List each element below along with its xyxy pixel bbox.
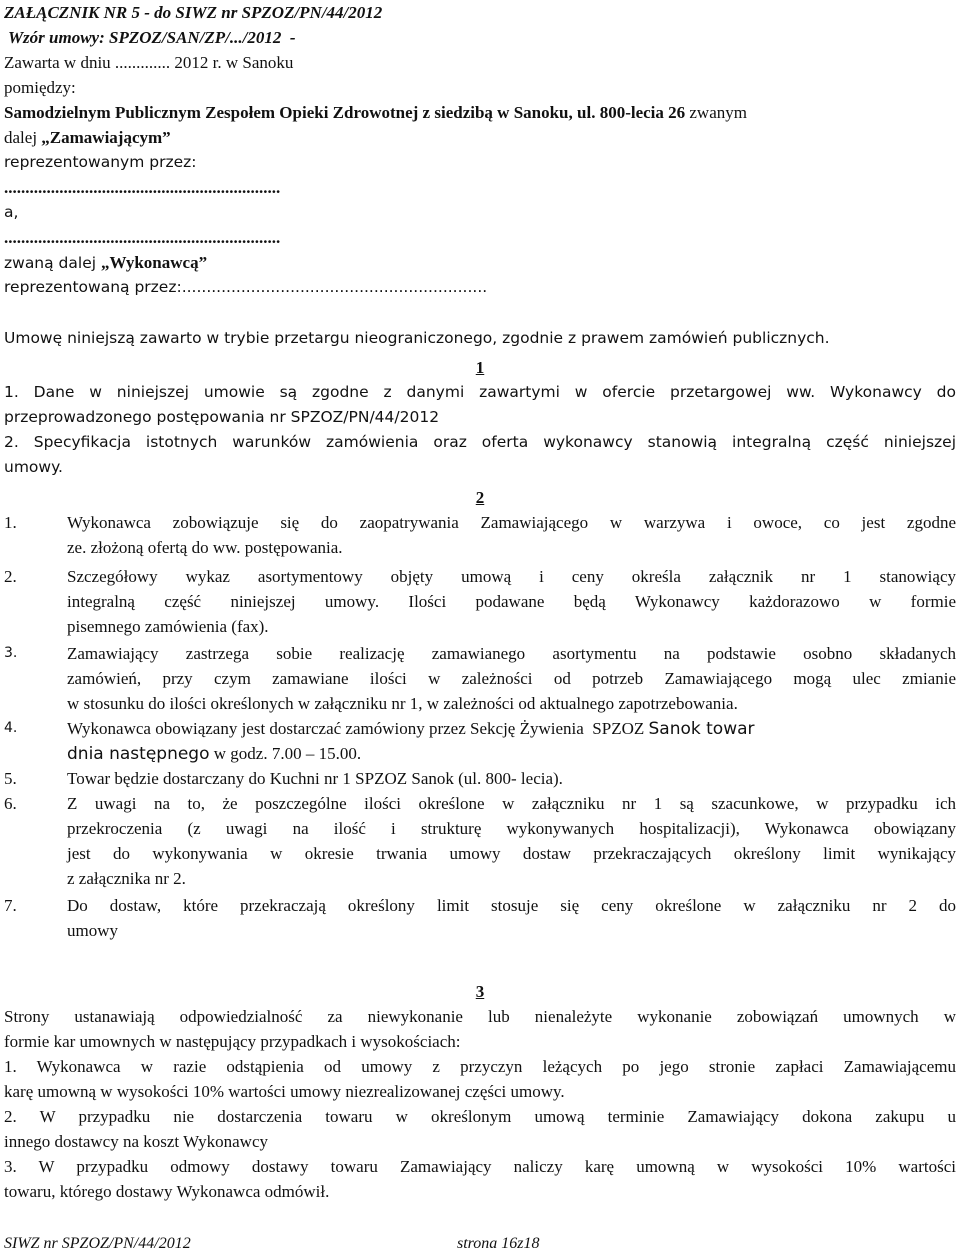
item-line: umowy <box>67 921 118 940</box>
agreement-intro: Umowę niniejszą zawarto w trybie przetargu nieograniczonego, zgodnie z prawem zamówień publicznych. <box>4 329 830 347</box>
section-3-para-3-line-2: towaru, którego dostawy Wykonawca odmówił. <box>4 1182 330 1201</box>
section-1-para-1-line-1: 1. Dane w niniejszej umowie są zgodne z danymi zawartymi w ofercie przetargowej ww. Wykonawcy do <box>4 383 956 401</box>
section-1-para-2-line-2: umowy. <box>4 458 63 476</box>
representative-blank: ................................................................. <box>4 178 281 197</box>
item-line: przekroczenia (z uwagi na ilość i strukturę wykonywanych hospitalizacji), Wykonawca obowiązany <box>67 819 956 838</box>
item-text: w godz. 7.00 – 15.00. <box>209 744 362 763</box>
contracting-party-line <box>4 100 956 125</box>
represented-by-label: reprezentowanym przez: <box>4 153 197 171</box>
item-line: ze. złożoną ofertą do ww. postępowania. <box>67 538 343 557</box>
section-3-intro-line-1: Strony ustanawiają odpowiedzialność za niewykonanie lub nienależyte wykonanie zobowiązań umownych w <box>4 1007 956 1026</box>
section-2-item-4 <box>4 716 956 766</box>
section-2-item-6 <box>4 791 956 891</box>
section-3-para-3-line-1: 3. W przypadku odmowy dostawy towaru Zamawiający naliczy karę umowną w wysokości 10% wartości <box>4 1157 956 1176</box>
footer-reference: SIWZ nr SPZOZ/PN/44/2012 <box>4 1235 191 1252</box>
item-line: Zamawiający zastrzega sobie realizację zamawianego asortymentu na podstawie osobno składanych <box>67 644 956 663</box>
item-line: w stosunku do ilości określonych w załączniku nr 1, w zależności od aktualnego zapotrzebowania. <box>67 694 738 713</box>
section-2-heading <box>4 485 956 510</box>
alias-prefix: dalej <box>4 128 42 147</box>
item-line: Z uwagi na to, że poszczególne ilości określone w załączniku nr 1 są szacunkowe, w przypadku ich <box>67 794 956 813</box>
section-2-item-1 <box>4 510 956 560</box>
section-2-item-7 <box>4 893 956 943</box>
item-number: 3. <box>4 645 18 661</box>
section-3-para-1-line-2: karę umowną w wysokości 10% wartości umowy niezrealizowanej części umowy. <box>4 1082 565 1101</box>
section-2-item-3 <box>4 641 956 716</box>
section-3-mark: 3 <box>475 982 485 1001</box>
section-3-para-1-line-1: 1. Wykonawca w razie odstąpienia od umowy z przyczyn leżących po jego stronie zapłaci Zamawiającemu <box>4 1057 956 1076</box>
page-footer <box>4 1235 564 1253</box>
item-line: z załącznika nr 2. <box>67 869 186 888</box>
item-text: Wykonawca obowiązany jest dostarczać zamówiony przez Sekcję Żywienia SPZOZ <box>67 719 649 738</box>
item-line: integralną część niniejszej umowy. Ilości podawane będą Wykonawcy każdorazowo w formie <box>67 592 956 611</box>
and-label: a, <box>4 203 19 221</box>
item-number: 7. <box>4 896 17 915</box>
contract-date-line: Zawarta w dniu ............. 2012 r. w Sanoku <box>4 53 294 72</box>
item-line: Do dostaw, które przekraczają określony limit stosuje się ceny określone w załączniku nr 2 do <box>67 896 956 915</box>
between-label: pomiędzy: <box>4 78 76 97</box>
attachment-title: ZAŁĄCZNIK NR 5 - do SIWZ nr SPZOZ/PN/44/2012 <box>4 3 383 22</box>
contractor-alias-prefix: zwaną dalej <box>4 254 101 272</box>
section-2-item-5 <box>4 766 956 791</box>
item-number: 2. <box>4 567 17 586</box>
contracting-party-suffix: zwanym <box>685 103 747 122</box>
item-line: zamówień, przy czym zamawiane ilości w zależności od potrzeb Zamawiającego mogą ulec zmianie <box>67 669 956 688</box>
item-line <box>67 716 956 741</box>
item-number: 4. <box>4 720 18 736</box>
contracting-party-alias <box>4 125 956 150</box>
section-3-heading <box>4 979 956 1004</box>
section-3-para-2-line-2: innego dostawcy na koszt Wykonawcy <box>4 1132 268 1151</box>
item-text-emphasis: Sanok towar <box>648 719 755 739</box>
item-text-emphasis: dnia następnego <box>67 744 210 764</box>
document-page <box>4 0 956 1204</box>
contractor-blank: ................................................................. <box>4 228 281 247</box>
contractor-alias <box>4 250 956 275</box>
item-line <box>67 741 956 766</box>
section-1-mark: 1 <box>475 358 485 377</box>
section-3-para-2-line-1: 2. W przypadku nie dostarczenia towaru w określonym umową terminie Zamawiający dokona zakupu u <box>4 1107 956 1126</box>
item-line: Wykonawca zobowiązuje się do zaopatrywania Zamawiającego w warzywa i owoce, co jest zgodne <box>67 513 956 532</box>
item-line: jest do wykonywania w okresie trwania umowy dostaw przekraczających określony limit wynikający <box>67 844 956 863</box>
contractor-represented-by: reprezentowaną przez:.............................................................. <box>4 278 488 296</box>
item-number: 1. <box>4 513 17 532</box>
section-1-heading <box>4 355 956 380</box>
section-3-intro-line-2: formie kar umownych w następujący przypadkach i wysokościach: <box>4 1032 461 1051</box>
item-line: Towar będzie dostarczany do Kuchni nr 1 SPZOZ Sanok (ul. 800- lecia). <box>67 769 563 788</box>
item-number: 5. <box>4 769 17 788</box>
alias-name: „Zamawiającym” <box>41 128 171 147</box>
item-line: Szczegółowy wykaz asortymentowy objęty umową i ceny określa załącznik nr 1 stanowiący <box>67 567 956 586</box>
section-1-para-2-line-1: 2. Specyfikacja istotnych warunków zamówienia oraz oferta wykonawcy stanowią integralną część niniejszej <box>4 433 956 451</box>
contractor-alias-name: „Wykonawcą” <box>100 253 208 272</box>
section-1-para-1-line-2: przeprowadzonego postępowania nr SPZOZ/PN/44/2012 <box>4 408 440 426</box>
contract-template-number: Wzór umowy: SPZOZ/SAN/ZP/.../2012 - <box>4 28 296 47</box>
footer-page-number: strona 16z18 <box>457 1235 540 1252</box>
item-number: 6. <box>4 794 17 813</box>
section-2-item-2 <box>4 564 956 639</box>
section-2-mark: 2 <box>475 488 485 507</box>
contracting-party-name: Samodzielnym Publicznym Zespołem Opieki Zdrowotnej z siedzibą w Sanoku, ul. 800-lecia 26 <box>4 103 686 122</box>
item-line: pisemnego zamówienia (fax). <box>67 617 269 636</box>
